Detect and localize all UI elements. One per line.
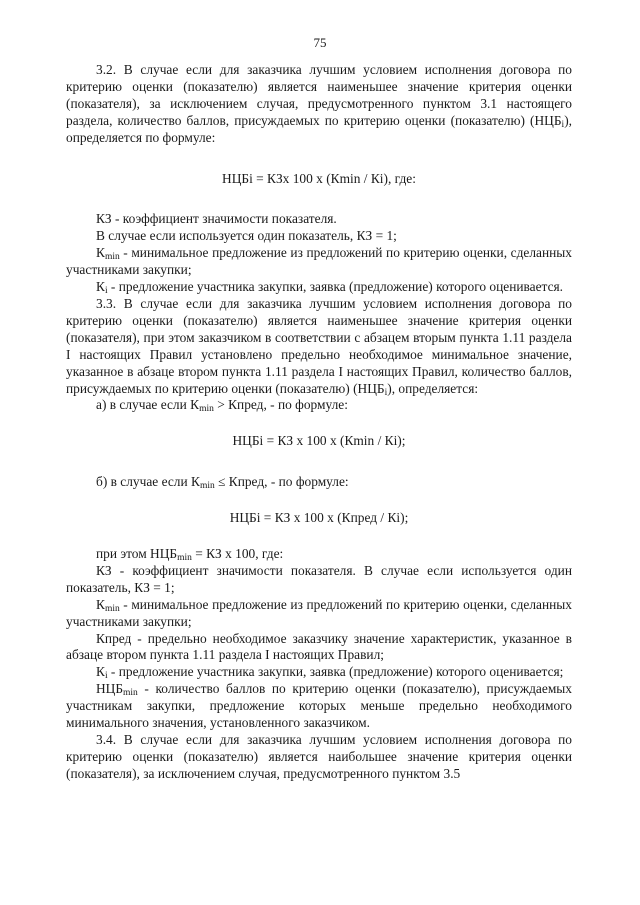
subscript-min: min xyxy=(199,404,214,415)
case-a-end: > Кпред, - по формуле: xyxy=(213,397,348,413)
case-b xyxy=(66,474,572,491)
paragraph-3-2 xyxy=(66,62,572,147)
formula-2: НЦБi = КЗ х 100 х (Кmin / Кi); xyxy=(232,433,406,449)
kmin-definition xyxy=(66,245,572,279)
subscript-min: min xyxy=(177,553,192,564)
ki-definition-2-text: - предложение участника закупки, заявка (предложение) которого оценивается; xyxy=(107,664,564,680)
formula-1: НЦБi = КЗх 100 х (Кmin / Кi), где: xyxy=(222,170,416,186)
subscript-min: min xyxy=(199,481,215,492)
subscript-i: i xyxy=(384,387,388,398)
ncbmin-definition xyxy=(66,681,572,732)
ki-symbol: К xyxy=(96,279,105,295)
ki-definition xyxy=(66,279,572,296)
subscript-i: i xyxy=(561,119,565,130)
subscript-i: i xyxy=(104,286,108,297)
kz-single-indicator: В случае если используется один показатель, КЗ = 1; xyxy=(96,228,397,244)
ncb-min-line xyxy=(66,546,572,563)
kz-definition-2: КЗ - коэффициент значимости показателя. В случае если используется один показатель, КЗ = 1; xyxy=(66,562,572,595)
kmin-definition-2-text: - минимальное предложение из предложений по критерию оценки, сделанных участниками закупки; xyxy=(66,596,572,629)
case-b-text: б) в случае если К xyxy=(96,474,200,490)
subscript-i: i xyxy=(104,671,108,682)
formula-3: НЦБi = КЗ х 100 х (Кпред / Кi); xyxy=(229,510,409,526)
case-a xyxy=(66,397,572,414)
ki-definition-text: - предложение участника закупки, заявка (предложение) которого оценивается. xyxy=(107,279,564,295)
paragraph-3-3-text: 3.3. В случае если для заказчика лучшим условием исполнения договора по критерию оценки (показателю) является наименьшее значение критерия оценки (показателя), при этом заказчиком в соответствии с абзацем вторым пункта 1.11 раздела I настоящих Правил установлено предельно необходимое минимальное значение, указанное в абзаце втором пункта 1.11 раздела I настоящих Правил, количество баллов, присуждаемых по критерию оценки (показателю) (НЦБ xyxy=(66,295,572,396)
ncb-min-end: = КЗ х 100, где: xyxy=(191,546,284,562)
ki-definition-2 xyxy=(66,664,572,681)
subscript-min: min xyxy=(104,252,120,263)
ncb-symbol: НЦБ xyxy=(96,681,124,697)
ncbmin-definition-text: - количество баллов по критерию оценки (показателю), присуждаемых участникам закупки, предложение которых меньше предельно необходимого минимального значения, установленного заказчиком. xyxy=(66,681,572,731)
document-body xyxy=(66,62,572,783)
page-number: 75 xyxy=(313,35,327,50)
ki-symbol: К xyxy=(96,664,105,680)
kmin-symbol: К xyxy=(96,245,105,261)
paragraph-3-3 xyxy=(66,296,572,397)
paragraph-3-2-end: ), определяется по формуле: xyxy=(66,112,572,145)
kmin-definition-2 xyxy=(66,597,572,631)
kpred-definition: Кпред - предельно необходимое заказчику значение характеристик, указанное в абзаце втором пункта 1.11 раздела I настоящих Правил; xyxy=(66,630,572,663)
ncb-min-text: при этом НЦБ xyxy=(96,546,178,562)
paragraph-3-2-text: 3.2. В случае если для заказчика лучшим условием исполнения договора по критерию оценки (показателю) является наименьшее значение критерия оценки (показателя), за исключением случая, предусмотренного пунктом 3.1 настоящего раздела, количество баллов, присуждаемых по критерию оценки (показателю) (НЦБ xyxy=(66,62,572,128)
case-a-text: а) в случае если К xyxy=(96,397,200,413)
paragraph-3-3-end: ), определяется: xyxy=(387,380,479,396)
paragraph-3-4: 3.4. В случае если для заказчика лучшим условием исполнения договора по критерию оценки (показателю) является наибольшее значение критерия оценки (показателя), за исключением случая, предусмотренного пунктом 3.5 xyxy=(66,732,572,781)
kmin-symbol: К xyxy=(96,596,105,612)
subscript-min: min xyxy=(123,688,138,699)
kmin-definition-text: - минимальное предложение из предложений по критерию оценки, сделанных участниками закупки; xyxy=(66,245,572,278)
case-b-end: ≤ Кпред, - по формуле: xyxy=(214,474,349,490)
kz-definition: КЗ - коэффициент значимости показателя. xyxy=(96,211,337,227)
subscript-min: min xyxy=(104,603,120,614)
